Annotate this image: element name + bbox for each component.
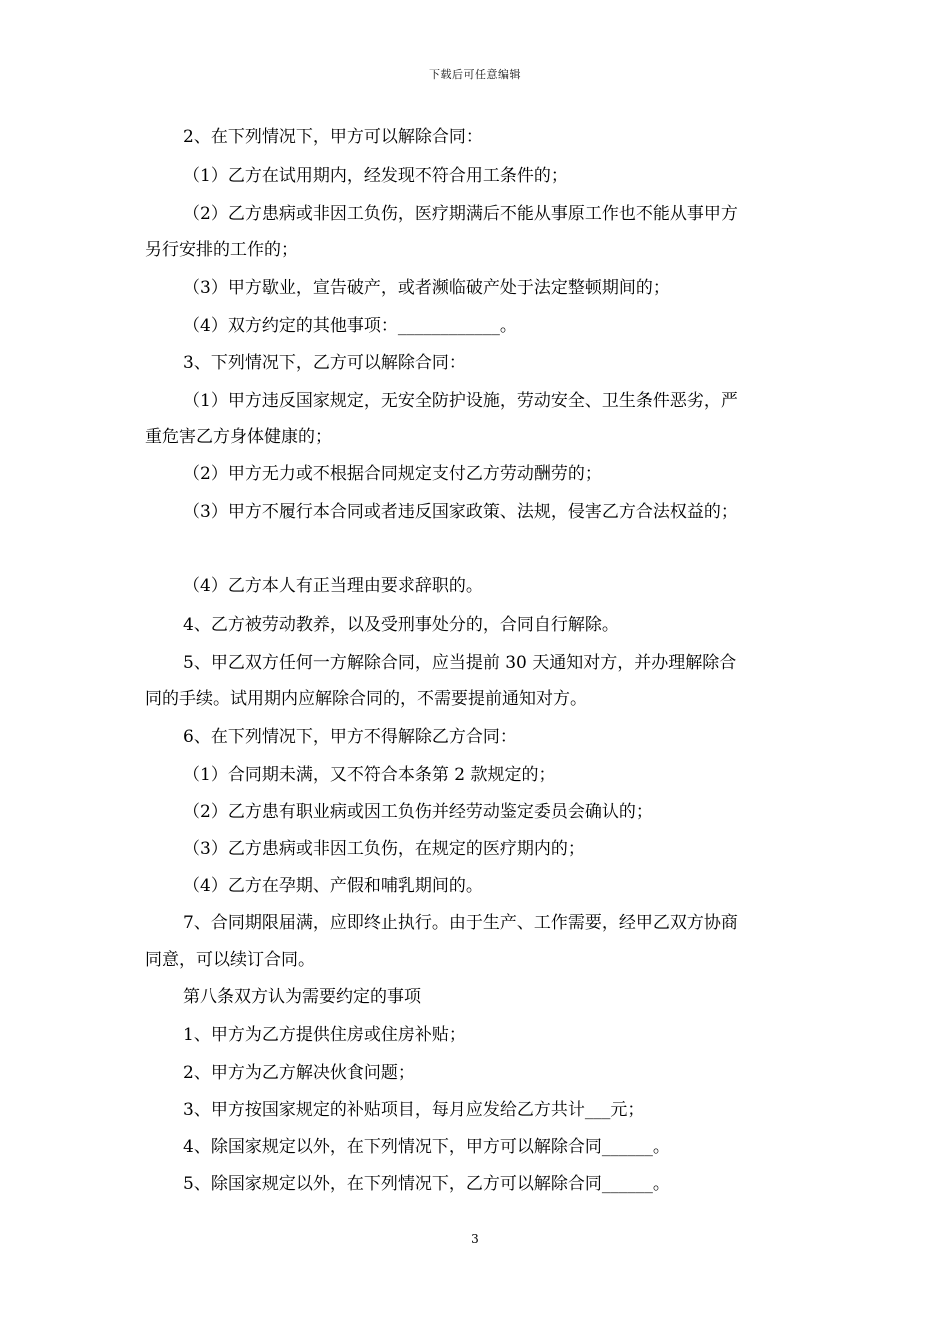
clause-5-cont: 同的手续。试用期内应解除合同的，不需要提前通知对方。 [145,689,587,709]
clause-4: 4、乙方被劳动教养，以及受刑事处分的，合同自行解除。 [183,615,619,635]
clause-5: 5、甲乙双方任何一方解除合同，应当提前 30 天通知对方，并办理解除合 [183,653,737,673]
clause-3-item-1: （1）甲方违反国家规定，无安全防护设施，劳动安全、卫生条件恶劣，严 [183,391,738,411]
clause-2-item-4: （4）双方约定的其他事项：____________。 [183,316,517,336]
clause-2-item-1: （1）乙方在试用期内，经发现不符合用工条件的； [183,166,568,186]
clause-6-item-2: （2）乙方患有职业病或因工负伤并经劳动鉴定委员会确认的； [183,802,653,822]
clause-3-item-2: （2）甲方无力或不根据合同规定支付乙方劳动酬劳的； [183,464,602,484]
clause-2-heading: 2、在下列情况下，甲方可以解除合同： [183,127,483,147]
article-8-item-4: 4、除国家规定以外，在下列情况下，甲方可以解除合同______。 [183,1137,670,1157]
article-8-item-3: 3、甲方按国家规定的补贴项目，每月应发给乙方共计___元； [183,1100,645,1120]
page-header: 下载后可任意编辑 [429,68,521,81]
article-8-item-5: 5、除国家规定以外，在下列情况下，乙方可以解除合同______。 [183,1174,670,1194]
clause-2-item-2-cont: 另行安排的工作的； [145,240,298,260]
clause-3-heading: 3、下列情况下，乙方可以解除合同： [183,353,466,373]
clause-3-item-1-cont: 重危害乙方身体健康的； [145,427,332,447]
article-8-heading: 第八条双方认为需要约定的事项 [183,987,421,1007]
clause-6-item-1: （1）合同期未满，又不符合本条第 2 款规定的； [183,765,556,785]
clause-6-item-4: （4）乙方在孕期、产假和哺乳期间的。 [183,876,483,896]
clause-3-item-4: （4）乙方本人有正当理由要求辞职的。 [183,576,483,596]
clause-6-heading: 6、在下列情况下，甲方不得解除乙方合同： [183,727,517,747]
clause-3-item-3: （3）甲方不履行本合同或者违反国家政策、法规，侵害乙方合法权益的； [183,502,738,522]
article-8-item-1: 1、甲方为乙方提供住房或住房补贴； [183,1025,466,1045]
page-number: 3 [471,1232,479,1246]
clause-7: 7、合同期限届满，应即终止执行。由于生产、工作需要，经甲乙双方协商 [183,913,738,933]
clause-6-item-3: （3）乙方患病或非因工负伤，在规定的医疗期内的； [183,839,585,859]
clause-2-item-3: （3）甲方歇业，宣告破产，或者濒临破产处于法定整顿期间的； [183,278,670,298]
article-8-item-2: 2、甲方为乙方解决伙食问题； [183,1063,415,1083]
clause-7-cont: 同意，可以续订合同。 [145,950,315,970]
clause-2-item-2: （2）乙方患病或非因工负伤，医疗期满后不能从事原工作也不能从事甲方 [183,204,738,224]
